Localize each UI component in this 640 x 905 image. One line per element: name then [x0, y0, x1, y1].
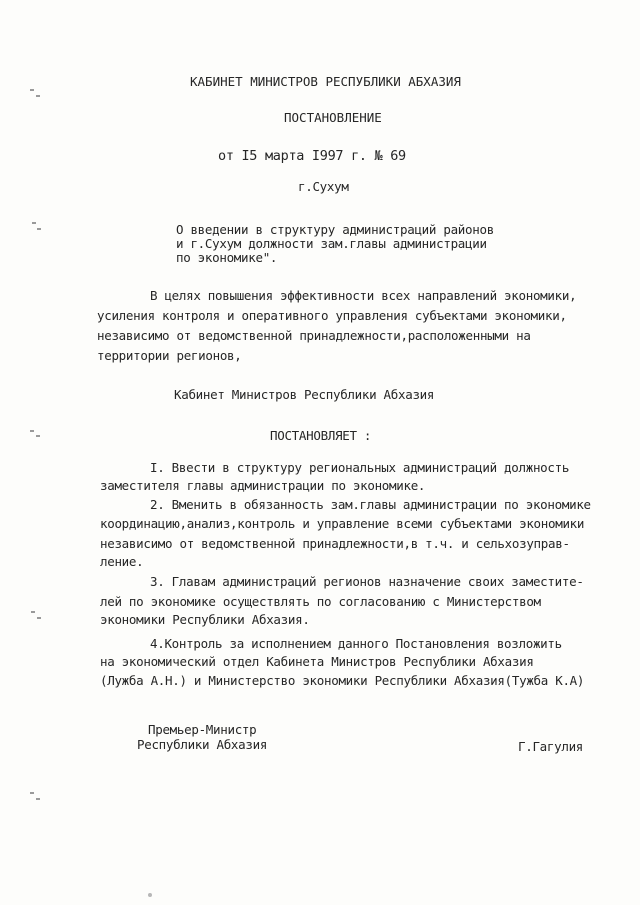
item-line: 2. Вменить в обязанность зам.главы администрации по экономике [150, 497, 591, 512]
issuer: Кабинет Министров Республики Абхазия [174, 387, 435, 402]
signatory-position: Премьер-Министр [148, 722, 257, 737]
item-line: на экономический отдел Кабинета Министров Республики Абхазия [100, 654, 534, 669]
punch-mark [30, 790, 44, 804]
subject-line: О введении в структуру администраций районов [176, 222, 494, 237]
subject-line: и г.Сухум должности зам.главы администрации [176, 236, 487, 251]
item-line: лей по экономике осуществлять по согласованию с Министерством [100, 594, 541, 609]
document-place: г.Сухум [298, 179, 349, 194]
document-date-number: от I5 марта I997 г. № 69 [218, 148, 406, 164]
item-line: заместителя главы администрации по экономике. [100, 478, 426, 493]
item-line: координацию,анализ,контроль и управление всеми субъектами экономики [100, 516, 585, 531]
item-line: независимо от ведомственной принадлежности,в т.ч. и сельхозуправ- [100, 536, 570, 551]
signatory-position: Республики Абхазия [137, 737, 268, 752]
subject-line: по экономике". [176, 250, 278, 265]
item-line: I. Ввести в структуру региональных администраций должность [150, 460, 570, 475]
punch-mark [30, 86, 44, 100]
paper-speck [148, 893, 152, 897]
preamble-line: В целях повышения эффективности всех направлений экономики, [150, 288, 577, 303]
resolves-heading: ПОСТАНОВЛЯЕТ : [270, 428, 372, 443]
signatory-name: Г.Гагулия [518, 739, 584, 754]
punch-mark [30, 220, 44, 234]
item-line: 4.Контроль за исполнением данного Постановления возложить [150, 636, 562, 651]
punch-mark [30, 426, 44, 440]
preamble-line: независимо от ведомственной принадлежности,расположенными на [97, 328, 531, 343]
item-line: 3. Главам администраций регионов назначение своих заместите- [150, 574, 584, 589]
organization-title: КАБИНЕТ МИНИСТРОВ РЕСПУБЛИКИ АБХАЗИЯ [190, 74, 461, 89]
preamble-line: территории регионов, [97, 348, 242, 363]
preamble-line: усиления контроля и оперативного управления субъектами экономики, [97, 308, 567, 323]
punch-mark [30, 608, 44, 622]
document-type: ПОСТАНОВЛЕНИЕ [284, 110, 382, 125]
item-line: ление. [100, 554, 144, 569]
item-line: экономики Республики Абхазия. [100, 612, 310, 627]
item-line: (Лужба А.Н.) и Министерство экономики Республики Абхазия(Тужба К.А) [100, 673, 585, 688]
